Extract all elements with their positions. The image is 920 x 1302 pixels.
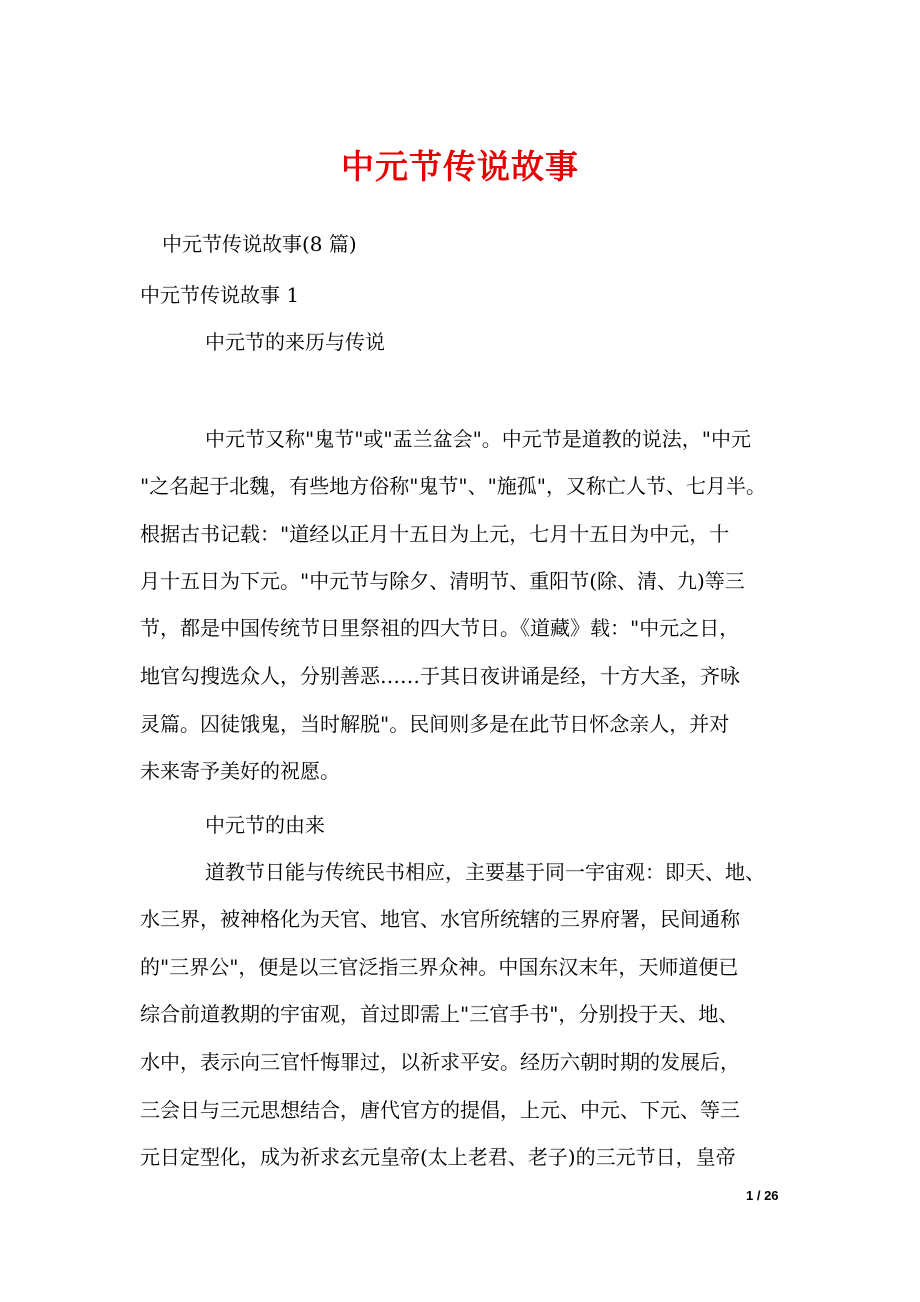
paragraph-line: 水中，表示向三官忏悔罪过，以祈求平安。经历六朝时期的发展后，: [140, 1050, 740, 1074]
paragraph-line: 节，都是中国传统节日里祭祖的四大节日。《道藏》载："中元之日，: [140, 616, 740, 640]
paragraph-line: 根据古书记载："道经以正月十五日为上元，七月十五日为中元，十: [140, 522, 730, 546]
paragraph-line: "之名起于北魏，有些地方俗称"鬼节"、"施孤"，又称亡人节、七月半。: [140, 474, 766, 498]
paragraph-line: 道教节日能与传统民书相应，主要基于同一宇宙观：即天、地、: [205, 860, 765, 884]
section-heading: 中元节传说故事 1: [140, 283, 300, 307]
paragraph-line: 三会日与三元思想结合，唐代官方的提倡，上元、中元、下元、等三: [140, 1098, 740, 1122]
paragraph-line: 月十五日为下元。"中元节与除夕、清明节、重阳节(除、清、九)等三: [140, 569, 745, 593]
paragraph-line: 的"三界公"，便是以三官泛指三界众神。中国东汉末年，天师道便已: [140, 955, 739, 979]
page-title: 中元节传说故事: [341, 147, 579, 186]
paragraph-line: 水三界，被神格化为天官、地官、水官所统辖的三界府署，民间通称: [140, 907, 740, 931]
paragraph-line: 灵篇。囚徒饿鬼，当时解脱"。民间则多是在此节日怀念亲人，并对: [140, 712, 730, 736]
paragraph-line: 综合前道教期的宇宙观，首过即需上"三官手书"，分别投于天、地、: [140, 1002, 739, 1026]
article-title: 中元节的来历与传说: [205, 330, 385, 354]
paragraph-line: 未来寄予美好的祝愿。: [140, 759, 340, 783]
document-subtitle: 中元节传说故事(8 篇): [162, 232, 357, 256]
page-number: 1 / 26: [746, 1188, 779, 1203]
subheading-origin: 中元节的由来: [205, 813, 325, 837]
paragraph-line: 中元节又称"鬼节"或"盂兰盆会"。中元节是道教的说法，"中元: [205, 427, 751, 451]
paragraph-line: 地官勾搜选众人，分别善恶……于其日夜讲诵是经，十方大圣，齐咏: [140, 664, 740, 688]
paragraph-line: 元日定型化，成为祈求玄元皇帝(太上老君、老子)的三元节日，皇帝: [140, 1145, 736, 1169]
